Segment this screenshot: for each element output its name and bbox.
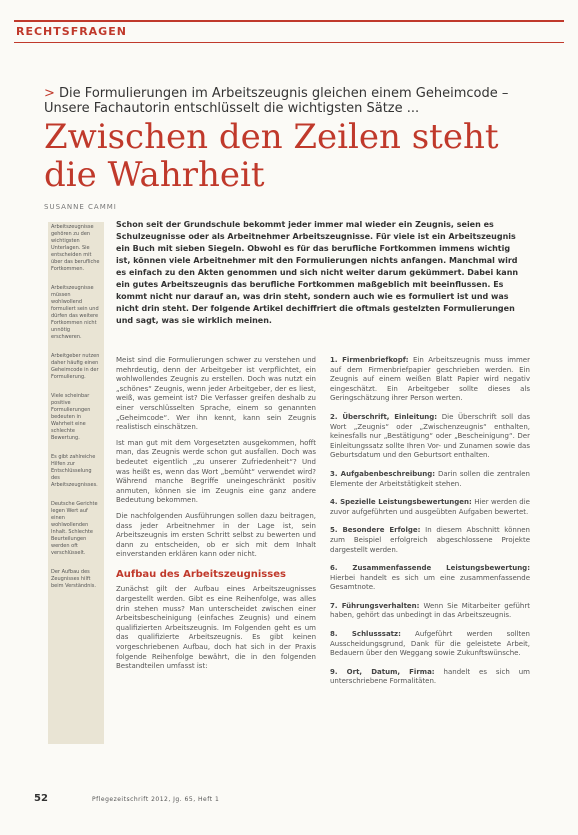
body-paragraph: Zunächst gilt der Aufbau eines Arbeitszeugnisses dargestellt werden. Gibt es eine Reihenfolge, was alles drin stehen muss? Man unterscheidet zwischen einer Arbeitsbescheinigung (einfaches Zeugnis) und einem qualifizierten Arbeitszeugnis. Im Folgenden geht es um das qualifizierte Arbeitszeugnis. Es gibt keinen vorgeschriebenen Aufbau, doch hat sich in der Praxis folgende Reihenfolge bewährt, die in den folgenden Bestandteilen umfasst ist: [116, 585, 316, 671]
article-author: SUSANNE CAMMI [44, 203, 117, 211]
section-label: RECHTSFRAGEN [16, 25, 127, 38]
lead-paragraph: Schon seit der Grundschule bekommt jeder immer mal wieder ein Zeugnis, seien es Schulzeugnisse oder als Arbeitnehmer Arbeitszeugnisse. Für viele ist ein Arbeitszeugnis ein Buch mit sieben Siegeln. Obwohl es für das berufliche Fortkommen immens wichtig ist, können viele Arbeitnehmer mit den Formulierungen nichts anfangen. Manchmal wird es einfach zu den Akten genommen und sich nicht weiter darum gekümmert. Dabei kann ein gutes Arbeitszeugnis das berufliche Fortkommen maßgeblich mit beeinflussen. Es kommt nicht nur darauf an, was drin steht, sondern auch wie es formuliert ist und was nicht drin steht. Der folgende Artikel dechiffriert die oftmals gestelzten Formulierungen und sagt, was sie wirklich meinen. [116, 220, 519, 325]
intro-marker: > [44, 86, 55, 101]
sidebar-item: Arbeitgeber nutzen daher häufig einen Geheimcode in der Formulierung. [51, 353, 100, 380]
summary-sidebar [48, 222, 104, 744]
list-item [330, 498, 530, 517]
list-item-head: 2. Überschrift, Einleitung: [330, 412, 438, 421]
list-item-head: 4. Spezielle Leistungsbewertungen: [330, 498, 472, 507]
sidebar-item: Arbeitszeugnisse müssen wohlwollend formuliert sein und dürfen das weitere Fortkommen nicht unnötig erschweren. [51, 285, 99, 340]
list-item [330, 413, 530, 461]
list-item-head: 7. Führungsverhalten: [330, 601, 420, 610]
list-item-text: In diesem Abschnitt können zum Beispiel erfolgreich abgeschlossene Projekte dargestellt werden. [330, 526, 530, 554]
list-item-text: Wenn Sie Mitarbeiter geführt haben, gehört das unbedingt in das Arbeitszeugnis. [330, 601, 530, 620]
list-item [330, 602, 530, 621]
page-number: 52 [34, 793, 48, 804]
body-column-right [330, 356, 530, 696]
article-intro [44, 86, 544, 116]
list-item-head: 5. Besondere Erfolge: [330, 526, 421, 535]
body-paragraph: Die nachfolgenden Ausführungen sollen dazu beitragen, dass jeder Arbeitnehmer in der Lage ist, sein Arbeitszeugnis im ersten Schritt selbst zu bewerten und dann zu entscheiden, ob er sich mit dem Inhalt einverstanden erklären kann oder nicht. [116, 511, 316, 559]
list-item-head: 8. Schlusssatz: [330, 630, 401, 639]
intro-text: Die Formulierungen im Arbeitszeugnis gleichen einem Geheimcode – Unsere Fachautorin entschlüsselt die wichtigsten Sätze ... [44, 86, 509, 116]
list-item-text: handelt es sich um unterschriebene Formalitäten. [330, 667, 530, 686]
sidebar-item: Arbeitszeugnisse gehören zu den wichtigsten Unterlagen. Sie entscheiden mit über das berufliche Fortkommen. [51, 224, 100, 272]
sidebar-item: Es gibt zahlreiche Hilfen zur Entschlüsselung des Arbeitszeugnisses. [51, 454, 98, 488]
sidebar-item: Der Aufbau des Zeugnisses hilft beim Verständnis. [51, 569, 96, 589]
list-item-text: Hierbei handelt es sich um eine zusammenfassende Gesamtnote. [330, 573, 530, 592]
list-item-text: Aufgeführt werden sollten Ausscheidungsgrund, Dank für die geleistete Arbeit, Bedauern über den Weggang sowie Zukunftswünsche. [330, 630, 530, 658]
list-item-head: 3. Aufgabenbeschreibung: [330, 469, 436, 478]
list-item [330, 526, 530, 555]
list-item-head: 9. Ort, Datum, Firma: [330, 667, 435, 676]
journal-citation: Pflegezeitschrift 2012, Jg. 65, Heft 1 [92, 796, 220, 803]
body-paragraph: Meist sind die Formulierungen schwer zu verstehen und mehrdeutig, denn der Arbeitgeber ist verpflichtet, ein wohlwollendes Zeugnis zu erstellen. Doch was nutzt ein „schönes“ Zeugnis, wenn jeder Arbeitgeber, der es liest, weiß, was gemeint ist? Die Verfasser greifen deshalb zu einer verschlüsselten Sprache, einem so genannten „Geheimcode“. Wer ihn kennt, kann sein Zeugnis realistisch einschätzen. [116, 356, 316, 432]
subheading: Aufbau des Arbeitszeugnisses [116, 568, 286, 580]
section-header-bar [14, 20, 564, 43]
list-item-head: 1. Firmenbriefkopf: [330, 356, 409, 364]
list-item-text: Darin sollen die zentralen Elemente der Arbeitstätigkeit stehen. [330, 469, 530, 488]
list-item-text: Hier werden die zuvor aufgeführten und ausgeübten Aufgaben bewertet. [330, 498, 530, 516]
body-paragraph: Ist man gut mit dem Vorgesetzten ausgekommen, hofft man, das Zeugnis werde schon gut ausfallen. Doch was bedeutet eigentlich „zu unserer Zufriedenheit“? Und was heißt es, wenn das Wort „bemüht“ verwendet wird? Während manche Begriffe uneingeschränkt positiv anmuten, können sie im Zeugnis eine ganz andere Bedeutung bekommen. [116, 438, 316, 505]
body-column-left [116, 356, 316, 678]
list-item-head: 6. Zusammenfassende Leistungsbewertung: [330, 564, 530, 573]
list-item-text: Ein Arbeitszeugnis muss immer auf dem Firmenbriefpapier geschrieben werden. Ein Zeugnis auf einem weißen Blatt Papier wird negativ eingeschätzt. Ein Arbeitgeber sollte dieses als Geringschätzung ihrer Person werten. [330, 356, 530, 403]
list-item [330, 630, 530, 659]
list-item [330, 564, 530, 593]
article-title: Zwischen den Zeilen steht die Wahrheit [44, 117, 499, 195]
list-item-text: Die Überschrift soll das Wort „Zeugnis“ oder „Zwischenzeugnis“ enthalten, keinesfalls nur „Bestätigung“ oder „Bescheinigung“. Der Einleitungssatz sollte Ihren Vor- und Zunamen sowie das Geburtsdatum und den Geburtsort enthalten. [330, 412, 530, 460]
sidebar-item: Deutsche Gerichte legen Wert auf einen wohlwollenden Inhalt. Schlechte Beurteilungen werden oft verschlüsselt. [51, 501, 98, 556]
list-item [330, 668, 530, 687]
page-footer [34, 793, 554, 807]
list-item [330, 470, 530, 489]
list-item [330, 356, 530, 404]
sidebar-item: Viele scheinbar positive Formulierungen bedeuten in Wahrheit eine schlechte Bewertung. [51, 393, 91, 441]
